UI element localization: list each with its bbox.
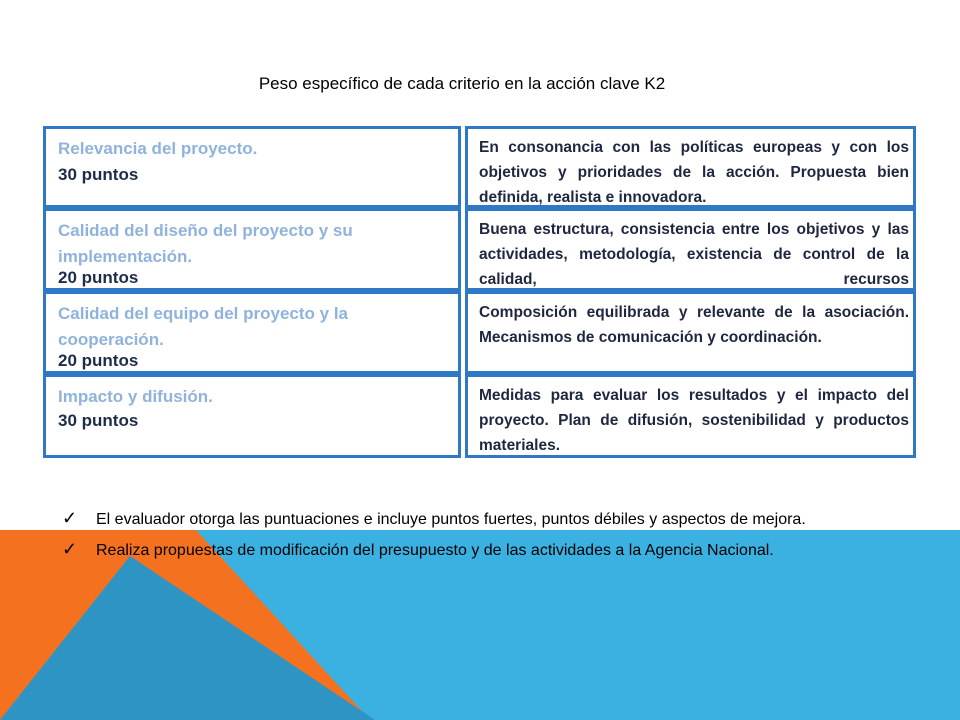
criteria-row-impact — [43, 374, 916, 458]
description-cell — [465, 126, 916, 208]
criterion-description: Buena estructura, consistencia entre los objetivos y las actividades, metodología, existencia de control de la calidad, recursos — [479, 221, 909, 288]
criterion-description: Medidas para evaluar los resultados y el impacto del proyecto. Plan de difusión, sostenibilidad y productos materiales. — [479, 387, 909, 454]
bullet-text: Realiza propuestas de modificación del presupuesto y de las actividades a la Agencia Nacional. — [96, 542, 774, 559]
criterion-points: 30 puntos — [58, 165, 139, 184]
criteria-row-design — [43, 208, 916, 291]
criterion-name: Impacto y difusión. — [58, 387, 213, 406]
bullet-list — [62, 509, 868, 571]
criterion-cell — [43, 291, 461, 374]
criterion-cell — [43, 126, 461, 208]
criterion-cell — [43, 208, 461, 291]
criteria-table — [43, 126, 916, 458]
description-cell — [465, 374, 916, 458]
bullet-text: El evaluador otorga las puntuaciones e incluye puntos fuertes, puntos débiles y aspectos de mejora. — [96, 511, 806, 528]
criterion-name: Relevancia del proyecto. — [58, 139, 258, 158]
criterion-name: Calidad del diseño del proyecto y su implementación. — [58, 221, 353, 266]
criteria-row-team — [43, 291, 916, 374]
bullet-item — [62, 540, 868, 561]
criterion-description: En consonancia con las políticas europeas y con los objetivos y prioridades de la acción. Propuesta bien definida, realista e innovadora. — [479, 139, 909, 206]
criterion-points: 30 puntos — [58, 411, 139, 430]
description-cell — [465, 208, 916, 291]
description-cell — [465, 291, 916, 374]
criterion-points: 20 puntos — [58, 351, 139, 370]
criterion-description: Composición equilibrada y relevante de la asociación. Mecanismos de comunicación y coordinación. — [479, 304, 909, 346]
check-icon: ✓ — [62, 508, 78, 528]
criterion-name: Calidad del equipo del proyecto y la cooperación. — [58, 304, 349, 349]
criteria-row-relevance — [43, 126, 916, 208]
check-icon: ✓ — [62, 539, 78, 559]
bullet-item — [62, 509, 868, 530]
criterion-points: 20 puntos — [58, 268, 139, 287]
criterion-cell — [43, 374, 461, 458]
page-title: Peso específico de cada criterio en la acción clave K2 — [258, 74, 666, 93]
